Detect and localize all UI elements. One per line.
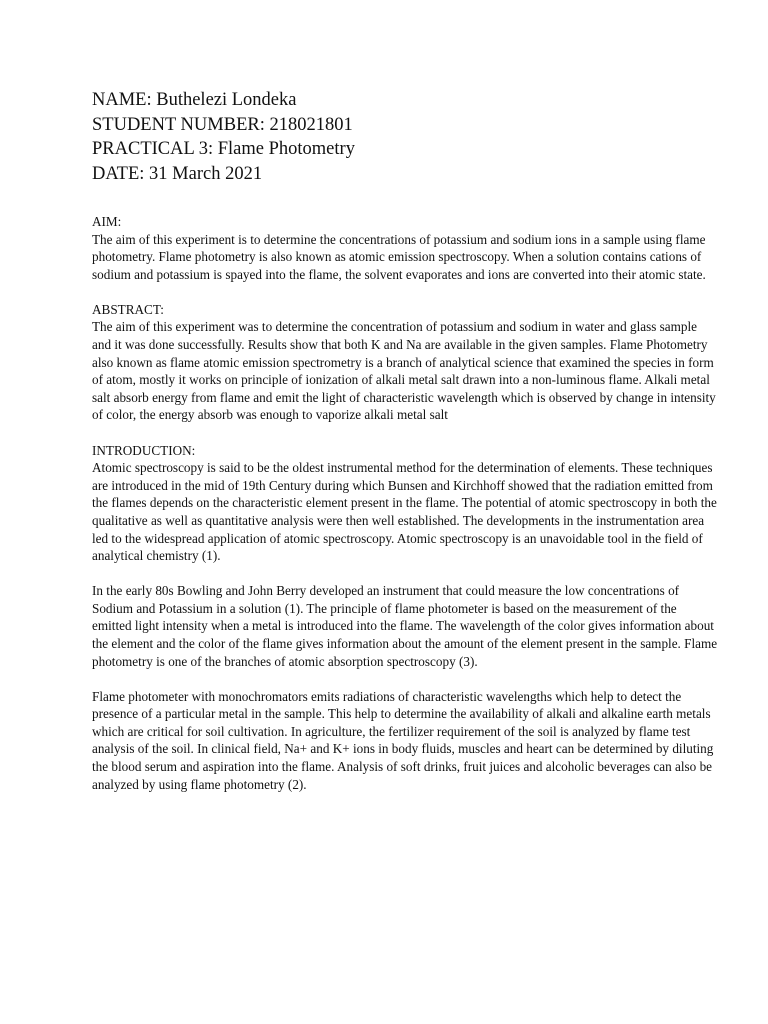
aim-heading: AIM: [92,214,122,229]
practical-title: PRACTICAL 3: Flame Photometry [92,139,355,159]
student-name: NAME: Buthelezi Londeka [92,90,297,110]
aim-paragraph: The aim of this experiment is to determine the concentrations of potassium and sodium ions in a sample using flame photometry. Flame photometry is also known as atomic emission spectroscopy. When a solution contains cations of sodium and potassium is spayed into the flame, the solvent evaporates and ions are converted into their atomic state. [92,231,706,282]
introduction-paragraph-1: Atomic spectroscopy is said to be the oldest instrumental method for the determination of elements. These techniques are introduced in the mid of 19th Century during which Bunsen and Kirchhoff showed that the radiation emitted from the flames depends on the characteristic element present in the flame. The potential of atomic spectroscopy in both the qualitative as well as quantitative analysis were then well established. The developments in the instrumentation area led to the widespread application of atomic spectroscopy. Atomic spectroscopy is an unavoidable tool in the field of analytical chemistry (1). [92,460,717,564]
student-header [92,88,718,186]
introduction-section [92,442,718,794]
introduction-heading: INTRODUCTION: [92,442,196,458]
student-number: STUDENT NUMBER: 218021801 [92,114,353,135]
document-page [92,88,718,811]
introduction-paragraph-2: In the early 80s Bowling and John Berry developed an instrument that could measure the low concentrations of Sodium and Potassium in a solution (1). The principle of flame photometer is based on the measurement of the emitted light intensity when a metal is introduced into the flame. The wavelength of the color gives information about the element and the color of the flame gives information about the amount of the element present in the sample. Flame photometry is one of the branches of atomic absorption spectroscopy (3). [92,583,718,669]
introduction-paragraph-3: Flame photometer with monochromators emits radiations of characteristic wavelengths which help to detect the presence of a particular metal in the sample. This help to determine the availability of alkali and alkaline earth metals which are critical for soil cultivation. In agriculture, the fertilizer requirement of the soil is analyzed by flame test analysis of the soil. In clinical field, Na+ and K+ ions in body fluids, muscles and heart can be determined by diluting the blood serum and aspiration into the flame. Analysis of soft drinks, fruit juices and alcoholic beverages can also be analyzed by using flame photometry (2). [92,688,714,792]
abstract-section [92,301,718,424]
report-date: DATE: 31 March 2021 [92,163,263,184]
abstract-paragraph: The aim of this experiment was to determine the concentration of potassium and sodium in water and glass sample and it was done successfully. Results show that both K and Na are available in the given samples. Flame Photometry also known as flame atomic emission spectrometry is a branch of analytical science that examined the species in form of atom, mostly it works on principle of ionization of alkali metal salt drawn into a non-luminous flame. Alkali metal salt absorb energy from flame and emit the light of characteristic wavelength which is observed by change in intensity of color, the energy absorb was enough to vaporize alkali metal salt [92,319,716,423]
aim-section [92,213,718,283]
abstract-heading: ABSTRACT: [92,301,164,317]
